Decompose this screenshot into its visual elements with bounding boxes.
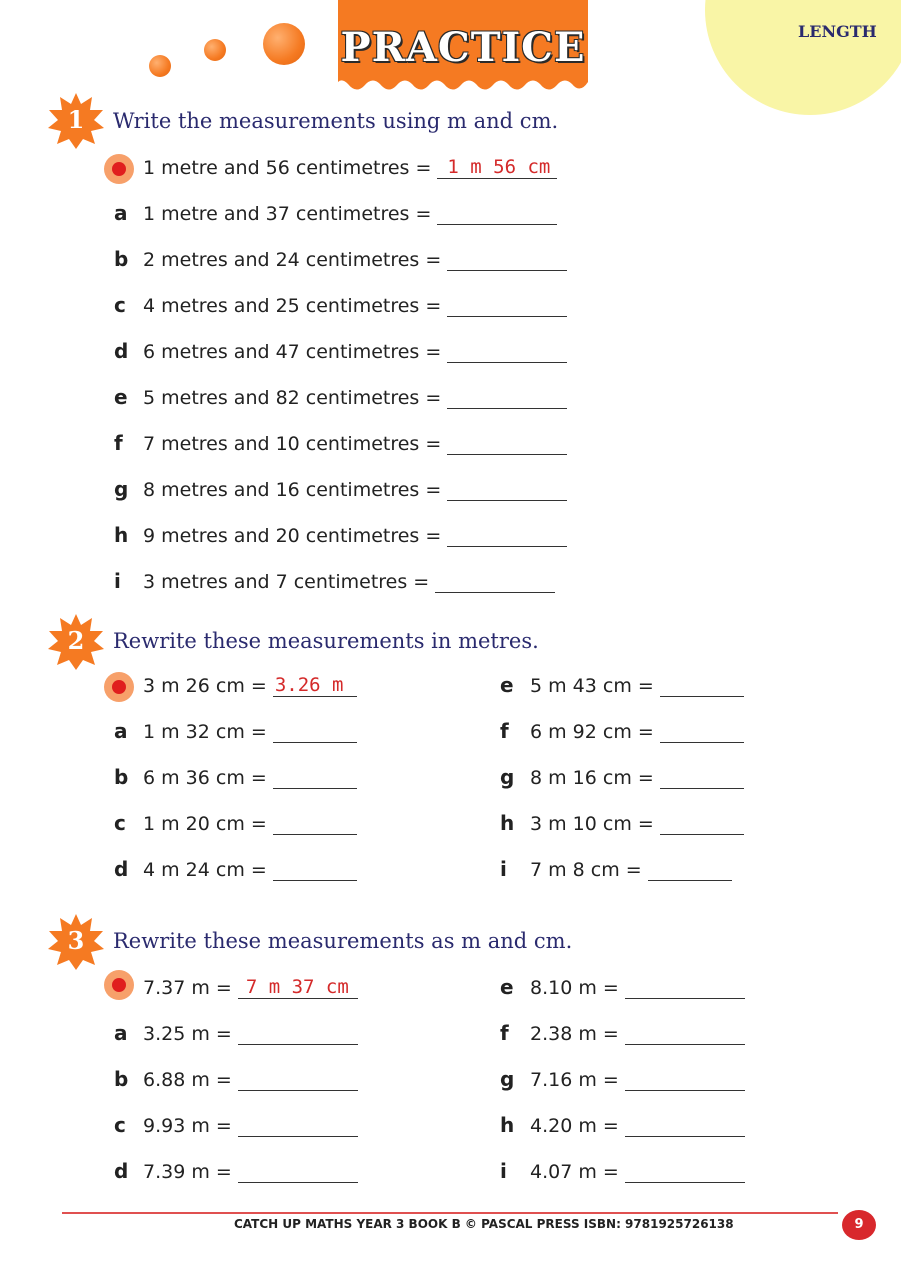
- item-text: 3 m 10 cm =: [530, 813, 654, 835]
- example-text: 7.37 m =: [143, 977, 232, 999]
- footer-divider: [62, 1212, 838, 1214]
- question-item: [143, 1022, 358, 1045]
- item-letter: e: [500, 975, 514, 999]
- question-item: [143, 478, 567, 501]
- question-item: [143, 202, 557, 225]
- answer-blank[interactable]: [238, 1022, 358, 1045]
- answer-blank[interactable]: [435, 570, 555, 593]
- item-letter: f: [114, 431, 123, 455]
- question-item: [143, 1160, 358, 1183]
- answer-blank[interactable]: [447, 478, 567, 501]
- question-item: [143, 432, 567, 455]
- item-text: 8.10 m =: [530, 977, 619, 999]
- item-text: 9 metres and 20 centimetres =: [143, 525, 442, 547]
- item-text: 3 metres and 7 centimetres =: [143, 571, 430, 593]
- item-text: 8 metres and 16 centimetres =: [143, 479, 442, 501]
- item-text: 2 metres and 24 centimetres =: [143, 249, 442, 271]
- answer-blank[interactable]: [273, 812, 357, 835]
- item-letter: i: [114, 569, 121, 593]
- answer-blank[interactable]: [648, 858, 732, 881]
- answer-blank[interactable]: [273, 858, 357, 881]
- question-item: [530, 674, 744, 697]
- item-letter: c: [114, 811, 126, 835]
- answer-blank[interactable]: [625, 1160, 745, 1183]
- page-title: PRACTICE: [340, 24, 586, 71]
- item-text: 7 m 8 cm =: [530, 859, 642, 881]
- example-answer: 7 m 37 cm: [245, 976, 349, 998]
- example-icon: [104, 970, 134, 1000]
- question-item: [143, 524, 567, 547]
- question-item: [143, 720, 357, 743]
- item-text: 6 m 36 cm =: [143, 767, 267, 789]
- item-text: 9.93 m =: [143, 1115, 232, 1137]
- answer-blank[interactable]: [238, 1068, 358, 1091]
- item-text: 2.38 m =: [530, 1023, 619, 1045]
- item-text: 1 m 20 cm =: [143, 813, 267, 835]
- answer-blank[interactable]: [447, 386, 567, 409]
- item-letter: d: [114, 339, 129, 363]
- decorative-dot: [204, 39, 226, 61]
- item-text: 5 m 43 cm =: [530, 675, 654, 697]
- item-text: 1 metre and 37 centimetres =: [143, 203, 432, 225]
- example-answer: 1 m 56 cm: [447, 156, 551, 178]
- example-row: [143, 674, 357, 697]
- answer-blank[interactable]: [625, 1068, 745, 1091]
- answer-blank[interactable]: [447, 340, 567, 363]
- answer-blank[interactable]: [660, 720, 744, 743]
- item-letter: e: [500, 673, 514, 697]
- item-text: 1 m 32 cm =: [143, 721, 267, 743]
- item-letter: g: [500, 1067, 515, 1091]
- item-letter: d: [114, 857, 129, 881]
- question-item: [143, 766, 357, 789]
- question-item: [143, 1114, 358, 1137]
- question-item: [143, 570, 555, 593]
- item-text: 3.25 m =: [143, 1023, 232, 1045]
- answer-blank: [238, 976, 358, 999]
- item-text: 4 m 24 cm =: [143, 859, 267, 881]
- question-instruction: Rewrite these measurements in metres.: [113, 629, 539, 653]
- example-text: 3 m 26 cm =: [143, 675, 267, 697]
- item-letter: a: [114, 719, 128, 743]
- question-item: [143, 812, 357, 835]
- item-letter: a: [114, 201, 128, 225]
- decorative-dot: [263, 23, 305, 65]
- question-item: [530, 1022, 745, 1045]
- item-letter: e: [114, 385, 128, 409]
- answer-blank[interactable]: [437, 202, 557, 225]
- question-item: [530, 858, 732, 881]
- item-letter: g: [114, 477, 129, 501]
- question-item: [143, 858, 357, 881]
- question-item: [143, 294, 567, 317]
- answer-blank[interactable]: [625, 976, 745, 999]
- question-item: [143, 1068, 358, 1091]
- question-item: [530, 812, 744, 835]
- section-label: LENGTH: [798, 22, 877, 41]
- answer-blank[interactable]: [447, 248, 567, 271]
- answer-blank[interactable]: [625, 1114, 745, 1137]
- item-letter: c: [114, 1113, 126, 1137]
- example-row: [143, 976, 358, 999]
- question-item: [143, 340, 567, 363]
- item-text: 5 metres and 82 centimetres =: [143, 387, 442, 409]
- example-row: [143, 156, 557, 179]
- question-item: [530, 1114, 745, 1137]
- question-item: [530, 720, 744, 743]
- item-text: 6 metres and 47 centimetres =: [143, 341, 442, 363]
- answer-blank[interactable]: [447, 524, 567, 547]
- question-instruction: Rewrite these measurements as m and cm.: [113, 929, 573, 953]
- answer-blank[interactable]: [660, 766, 744, 789]
- answer-blank[interactable]: [660, 812, 744, 835]
- item-text: 4.20 m =: [530, 1115, 619, 1137]
- question-item: [530, 766, 744, 789]
- example-text: 1 metre and 56 centimetres =: [143, 157, 432, 179]
- question-item: [530, 1160, 745, 1183]
- item-letter: g: [500, 765, 515, 789]
- question-number: 2: [67, 626, 85, 655]
- answer-blank[interactable]: [238, 1114, 358, 1137]
- answer-blank[interactable]: [625, 1022, 745, 1045]
- answer-blank: [437, 156, 557, 179]
- decorative-moon: [705, 0, 901, 115]
- item-letter: h: [500, 1113, 515, 1137]
- question-item: [143, 386, 567, 409]
- answer-blank[interactable]: [273, 766, 357, 789]
- item-text: 6 m 92 cm =: [530, 721, 654, 743]
- answer-blank[interactable]: [273, 720, 357, 743]
- decorative-dot: [149, 55, 171, 77]
- item-letter: b: [114, 247, 129, 271]
- item-letter: d: [114, 1159, 129, 1183]
- item-letter: f: [500, 1021, 509, 1045]
- item-text: 4.07 m =: [530, 1161, 619, 1183]
- item-letter: i: [500, 1159, 507, 1183]
- question-number: 1: [67, 105, 85, 134]
- example-icon: [104, 154, 134, 184]
- answer-blank[interactable]: [447, 294, 567, 317]
- answer-blank[interactable]: [238, 1160, 358, 1183]
- example-icon: [104, 672, 134, 702]
- item-letter: b: [114, 765, 129, 789]
- question-instruction: Write the measurements using m and cm.: [113, 109, 559, 133]
- answer-blank[interactable]: [660, 674, 744, 697]
- footer-credits: CATCH UP MATHS YEAR 3 BOOK B © PASCAL PRESS ISBN: 9781925726138: [234, 1217, 734, 1231]
- item-letter: c: [114, 293, 126, 317]
- item-letter: i: [500, 857, 507, 881]
- item-text: 7 metres and 10 centimetres =: [143, 433, 442, 455]
- question-item: [530, 1068, 745, 1091]
- item-letter: a: [114, 1021, 128, 1045]
- example-answer: 3.26 m: [274, 674, 344, 696]
- item-text: 7.39 m =: [143, 1161, 232, 1183]
- answer-blank: [273, 674, 357, 697]
- item-letter: b: [114, 1067, 129, 1091]
- question-item: [530, 976, 745, 999]
- item-text: 6.88 m =: [143, 1069, 232, 1091]
- page-number: 9: [842, 1210, 876, 1240]
- item-text: 4 metres and 25 centimetres =: [143, 295, 442, 317]
- item-text: 7.16 m =: [530, 1069, 619, 1091]
- question-item: [143, 248, 567, 271]
- item-letter: f: [500, 719, 509, 743]
- item-text: 8 m 16 cm =: [530, 767, 654, 789]
- item-letter: h: [114, 523, 129, 547]
- answer-blank[interactable]: [447, 432, 567, 455]
- item-letter: h: [500, 811, 515, 835]
- question-number: 3: [67, 926, 85, 955]
